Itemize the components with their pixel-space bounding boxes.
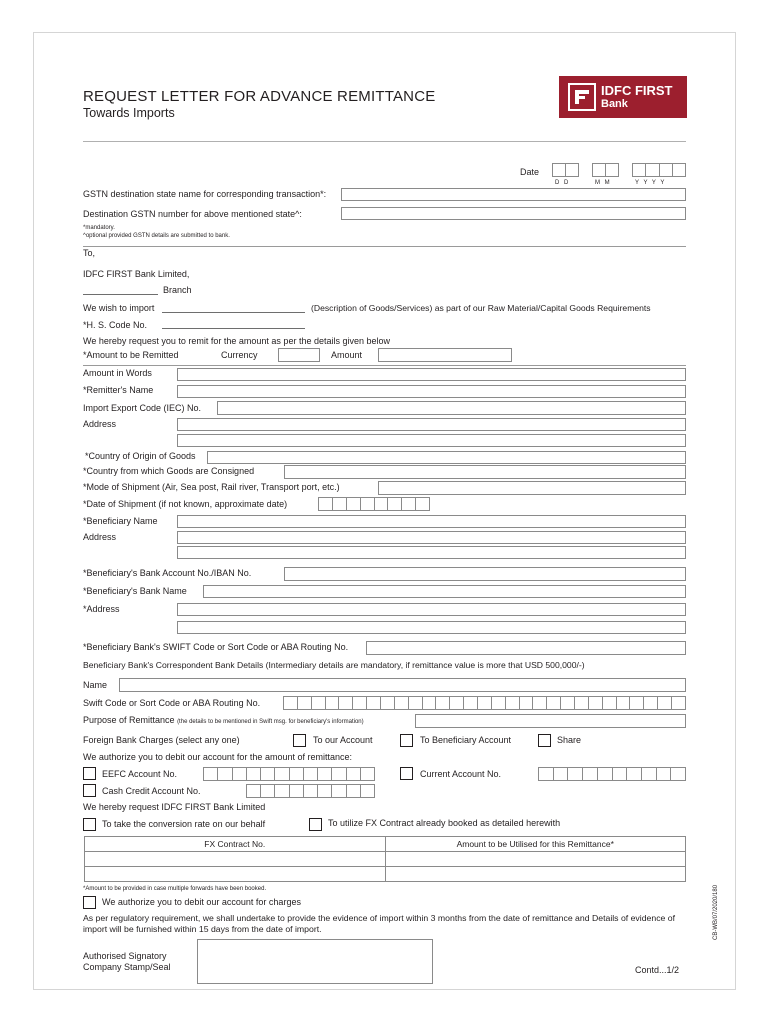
- digit-cell[interactable]: [627, 768, 642, 780]
- digit-cell[interactable]: [506, 697, 520, 709]
- mode-shipment-input[interactable]: [378, 481, 686, 495]
- digit-cell[interactable]: [304, 785, 318, 797]
- country-origin-label: *Country of Origin of Goods: [85, 451, 196, 461]
- digit-cell[interactable]: [613, 768, 628, 780]
- to-label: To,: [83, 248, 96, 258]
- eefc-checkbox[interactable]: [83, 767, 96, 780]
- purpose-label-text: Purpose of Remittance: [83, 715, 175, 725]
- digit-cell[interactable]: [409, 697, 423, 709]
- amount-words-label: Amount in Words: [83, 368, 152, 378]
- date-shipment-cells[interactable]: [318, 497, 430, 511]
- digit-cell[interactable]: [361, 785, 374, 797]
- gstn-note-optional: ^optional provided GSTN details are submitted to bank.: [83, 233, 230, 239]
- correspondent-swift-label: Swift Code or Sort Code or ABA Routing No.: [83, 698, 261, 708]
- fx-contract-col-header: FX Contract No.: [85, 837, 386, 852]
- digit-cell[interactable]: [598, 768, 613, 780]
- digit-cell[interactable]: [312, 697, 326, 709]
- charges-our-account-label: To our Account: [313, 735, 373, 745]
- correspondent-name-input[interactable]: [119, 678, 686, 692]
- beneficiary-account-label: *Beneficiary's Bank Account No./IBAN No.: [83, 568, 252, 578]
- correspondent-name-label: Name: [83, 680, 108, 690]
- swift-input[interactable]: [366, 641, 686, 655]
- digit-cell[interactable]: [617, 697, 631, 709]
- conversion-rate-checkbox[interactable]: [83, 818, 96, 831]
- goods-description-input[interactable]: [162, 312, 305, 313]
- country-consigned-input[interactable]: [284, 465, 686, 479]
- beneficiary-address-input-1[interactable]: [177, 531, 686, 544]
- digit-cell[interactable]: [575, 697, 589, 709]
- digit-cell[interactable]: [204, 768, 218, 780]
- charges-debit-checkbox[interactable]: [83, 896, 96, 909]
- currency-label: Currency: [221, 350, 258, 360]
- bank-logo: [559, 76, 687, 118]
- gstn-number-label: Destination GSTN number for above mentioned state^:: [83, 209, 302, 219]
- digit-cell[interactable]: [547, 697, 561, 709]
- beneficiary-bank-address-input-1[interactable]: [177, 603, 686, 616]
- digit-cell[interactable]: [642, 768, 657, 780]
- digit-cell[interactable]: [247, 785, 261, 797]
- date-shipment-label: *Date of Shipment (if not known, approximate date): [83, 499, 288, 509]
- digit-cell[interactable]: [671, 768, 685, 780]
- gstn-number-input[interactable]: [341, 207, 686, 220]
- charges-beneficiary-label: To Beneficiary Account: [420, 735, 512, 745]
- fx-contract-table: [84, 836, 686, 882]
- digit-cell[interactable]: [423, 697, 437, 709]
- remitter-name-input[interactable]: [177, 385, 686, 398]
- digit-cell[interactable]: [539, 768, 554, 780]
- digit-cell[interactable]: [436, 697, 450, 709]
- digit-cell[interactable]: [347, 785, 361, 797]
- gstn-note-mandatory: *mandatory.: [83, 225, 115, 231]
- correspondent-heading: Beneficiary Bank's Correspondent Bank Details (Intermediary details are mandatory, if remittance value is more that USD 500,000/-): [83, 660, 585, 670]
- amount-label: Amount: [331, 350, 363, 360]
- table-row[interactable]: [85, 852, 686, 867]
- digit-cell[interactable]: [353, 697, 367, 709]
- digit-cell[interactable]: [381, 697, 395, 709]
- gstn-state-label: GSTN destination state name for corresponding transaction*:: [83, 189, 327, 199]
- charges-our-account-checkbox[interactable]: [293, 734, 306, 747]
- remit-request-text: We hereby request you to remit for the amount as per the details given below: [83, 336, 391, 346]
- charges-share-label: Share: [557, 735, 582, 745]
- digit-cell[interactable]: [247, 768, 261, 780]
- cash-credit-cells[interactable]: [246, 784, 375, 798]
- digit-cell[interactable]: [644, 697, 658, 709]
- digit-cell[interactable]: [361, 768, 374, 780]
- charges-label: Foreign Bank Charges (select any one): [83, 735, 240, 745]
- beneficiary-bank-address-input-2[interactable]: [177, 621, 686, 634]
- remitter-address-label: Address: [83, 419, 117, 429]
- form-code: CB-WB/07/2020/180: [713, 884, 719, 940]
- import-divider: [83, 365, 686, 366]
- beneficiary-bank-name-label: *Beneficiary's Bank Name: [83, 586, 187, 596]
- charges-beneficiary-checkbox[interactable]: [400, 734, 413, 747]
- charges-debit-label: We authorize you to debit our account for charges: [102, 897, 301, 907]
- digit-cell[interactable]: [589, 697, 603, 709]
- undertaking-text: As per regulatory requirement, we shall undertake to provide the evidence of import within 3 months from the date of remittance and Details of evidence of import will be furnished within 15 days from the date of import.: [83, 913, 676, 934]
- purpose-note: (the details to be mentioned in Swift msg. for beneficiary's information): [177, 719, 364, 725]
- date-day-cells[interactable]: [552, 163, 579, 177]
- hs-code-input[interactable]: [162, 328, 305, 329]
- digit-cell[interactable]: [326, 697, 340, 709]
- digit-cell[interactable]: [492, 697, 506, 709]
- digit-cell[interactable]: [318, 768, 332, 780]
- digit-cell[interactable]: [290, 785, 304, 797]
- eefc-label: EEFC Account No.: [102, 769, 178, 779]
- header-divider: [83, 141, 686, 142]
- digit-cell[interactable]: [533, 697, 547, 709]
- beneficiary-address-input-2[interactable]: [177, 546, 686, 559]
- digit-cell[interactable]: [347, 768, 361, 780]
- digit-cell[interactable]: [450, 697, 464, 709]
- beneficiary-account-input[interactable]: [284, 567, 686, 581]
- table-row[interactable]: [85, 867, 686, 882]
- remitter-name-label: *Remitter's Name: [83, 385, 154, 395]
- digit-cell[interactable]: [339, 697, 353, 709]
- digit-cell[interactable]: [561, 697, 575, 709]
- conversion-heading: We hereby request IDFC FIRST Bank Limited: [83, 802, 266, 812]
- digit-cell[interactable]: [275, 785, 289, 797]
- form-subtitle: Towards Imports: [83, 106, 175, 120]
- digit-cell[interactable]: [290, 768, 304, 780]
- iec-input[interactable]: [217, 401, 686, 415]
- continued-label: Contd...1/2: [635, 965, 680, 975]
- country-origin-input[interactable]: [207, 451, 686, 464]
- digit-cell[interactable]: [520, 697, 534, 709]
- digit-cell[interactable]: [218, 768, 232, 780]
- digit-cell[interactable]: [304, 768, 318, 780]
- amount-remitted-label: *Amount to be Remitted: [83, 350, 179, 360]
- digit-cell[interactable]: [261, 768, 275, 780]
- date-month-cells[interactable]: [592, 163, 619, 177]
- wish-import-label: We wish to import: [83, 303, 155, 313]
- signatory-label: Authorised Signatory: [83, 951, 167, 961]
- digit-cell[interactable]: [284, 697, 298, 709]
- digit-cell[interactable]: [657, 768, 672, 780]
- current-account-cells[interactable]: [538, 767, 686, 781]
- gstn-divider: [83, 246, 686, 247]
- digit-cell[interactable]: [298, 697, 312, 709]
- digit-cell[interactable]: [464, 697, 478, 709]
- swift-label: *Beneficiary Bank's SWIFT Code or Sort Code or ABA Routing No.: [83, 642, 349, 652]
- digit-cell[interactable]: [568, 768, 583, 780]
- digit-cell[interactable]: [233, 768, 247, 780]
- bank-name: IDFC FIRST Bank Limited,: [83, 269, 190, 279]
- iec-label: Import Export Code (IEC) No.: [83, 403, 202, 413]
- goods-description-label: (Description of Goods/Services) as part of our Raw Material/Capital Goods Requirements: [311, 303, 651, 313]
- digit-cell[interactable]: [395, 697, 409, 709]
- date-month-hint: M M: [595, 180, 610, 186]
- date-day-hint: D D: [555, 180, 569, 186]
- digit-cell[interactable]: [332, 768, 346, 780]
- date-label: Date: [520, 167, 540, 177]
- signature-box[interactable]: [197, 939, 433, 984]
- logo-text-line2: Bank: [601, 98, 628, 110]
- digit-cell[interactable]: [554, 768, 569, 780]
- currency-input[interactable]: [278, 348, 320, 362]
- hs-code-label: *H. S. Code No.: [83, 320, 148, 330]
- digit-cell[interactable]: [630, 697, 644, 709]
- table-header-row: [85, 837, 686, 852]
- form-title: REQUEST LETTER FOR ADVANCE REMITTANCE: [83, 88, 436, 105]
- stamp-label: Company Stamp/Seal: [83, 962, 171, 972]
- digit-cell[interactable]: [275, 768, 289, 780]
- charges-share-checkbox[interactable]: [538, 734, 551, 747]
- remitter-address-input-1[interactable]: [177, 418, 686, 431]
- digit-cell[interactable]: [318, 785, 332, 797]
- current-account-label: Current Account No.: [420, 769, 502, 779]
- conversion-rate-label: To take the conversion rate on our behalf: [102, 819, 266, 829]
- beneficiary-address-label: Address: [83, 532, 117, 542]
- logo-text-line1: IDFC FIRST: [601, 83, 673, 98]
- amount-input[interactable]: [378, 348, 512, 362]
- correspondent-swift-cells[interactable]: [283, 696, 686, 710]
- beneficiary-name-label: *Beneficiary Name: [83, 516, 158, 526]
- current-account-checkbox[interactable]: [400, 767, 413, 780]
- fx-amount-col-header: Amount to be Utilised for this Remittance*: [385, 837, 686, 852]
- digit-cell[interactable]: [367, 697, 381, 709]
- date-year-hint: Y Y Y Y: [635, 180, 665, 186]
- fx-contract-checkbox[interactable]: [309, 818, 322, 831]
- cash-credit-checkbox[interactable]: [83, 784, 96, 797]
- country-consigned-label: *Country from which Goods are Consigned: [83, 466, 255, 476]
- debit-heading: We authorize you to debit our account for the amount of remittance:: [83, 752, 352, 762]
- purpose-input[interactable]: [415, 714, 686, 728]
- fx-contract-label: To utilize FX Contract already booked as detailed herewith: [328, 818, 561, 828]
- fx-note: *Amount to be provided in case multiple forwards have been booked.: [83, 886, 267, 892]
- beneficiary-bank-name-input[interactable]: [203, 585, 686, 598]
- amount-words-input[interactable]: [177, 368, 686, 381]
- beneficiary-name-input[interactable]: [177, 515, 686, 528]
- digit-cell[interactable]: [261, 785, 275, 797]
- digit-cell[interactable]: [672, 697, 685, 709]
- digit-cell[interactable]: [478, 697, 492, 709]
- eefc-account-cells[interactable]: [203, 767, 375, 781]
- gstn-state-input[interactable]: [341, 188, 686, 201]
- logo-mark-icon: [567, 82, 597, 112]
- digit-cell[interactable]: [583, 768, 598, 780]
- mode-shipment-label: *Mode of Shipment (Air, Sea post, Rail river, Transport port, etc.): [83, 482, 340, 492]
- digit-cell[interactable]: [658, 697, 672, 709]
- branch-input[interactable]: [83, 294, 158, 295]
- date-year-cells[interactable]: [632, 163, 686, 177]
- digit-cell[interactable]: [603, 697, 617, 709]
- digit-cell[interactable]: [332, 785, 346, 797]
- branch-label: Branch: [163, 285, 192, 295]
- remitter-address-input-2[interactable]: [177, 434, 686, 447]
- beneficiary-bank-address-label: *Address: [83, 604, 120, 614]
- cash-credit-label: Cash Credit Account No.: [102, 786, 201, 796]
- purpose-label: [83, 715, 364, 728]
